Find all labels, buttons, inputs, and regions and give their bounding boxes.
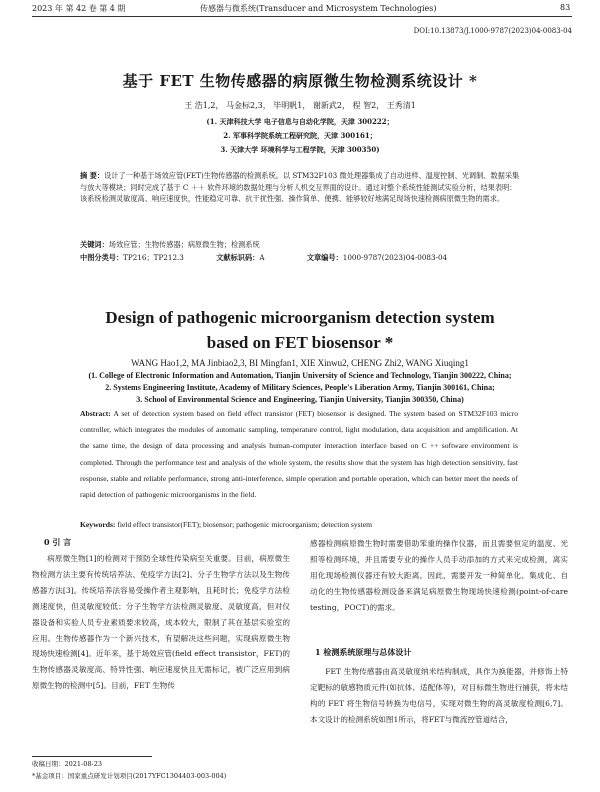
cn-article-no: 1000-9787(2023)04-0083-04 bbox=[342, 253, 448, 262]
cn-doc-code: A bbox=[259, 253, 265, 262]
doi: DOI:10.13873/J.1000-9787(2023)04-0083-04 bbox=[413, 27, 572, 35]
cn-classification bbox=[80, 252, 540, 264]
cn-abstract-label: 摘 要： bbox=[80, 171, 105, 180]
cn-article-no-label: 文章编号： bbox=[306, 253, 343, 262]
cn-keywords bbox=[80, 239, 520, 251]
en-abstract-text: A set of detection system based on field effect transistor (FET) biosensor is designed. The system based on STM32F103 micro controller, which integrates the modules of automatic sampling, temperature control, light modulation, data acquisition and amplification. At the same time, the design of data processing and analysis human-computer interaction interface based on C ++ software environment is completed. Through the performance test and analysis of the whole system, the results show that the system has high detection sensitivity, fast response, stable and reliable performance, strong anti-interference, simple operation and portable operation, which can better meet the needs of rapid detection of pathogenic microorganisms in the field. bbox=[80, 409, 519, 500]
en-title-line-1: Design of pathogenic microorganism detection system bbox=[105, 308, 495, 327]
section-1-paragraph: FET 生物传感器由高灵敏度纳米结构制成，具作为换能器，并修饰上特定靶标的敏感物质元件(如抗体、适配体等)，对目标微生物进行捕获，将未结构的 FET 将生物信号转换为电信号，实现对微生物的高灵敏度检测[6,7]。本文设计的检测系统如图1所示，将FET与微流控管道结合， bbox=[310, 667, 568, 724]
header-rule bbox=[32, 16, 572, 17]
section-0-heading: 0 引 言 bbox=[44, 537, 72, 547]
en-keywords-text: field effect transistor(FET); biosensor; pathogenic microorganism; detection system bbox=[117, 520, 373, 529]
en-affiliation-1: (1. College of Electronic Information and Automation, Tianjin University of Science and Technology, Tianjin 300222, China; bbox=[88, 371, 512, 380]
section-1-heading: 1 检测系统原理与总体设计 bbox=[315, 647, 412, 657]
en-affiliation-3: 3. School of Environmental Science and Engineering, Tianjin University, Tianjin 300350, China) bbox=[136, 395, 464, 404]
header-page-number: 83 bbox=[560, 3, 571, 12]
cn-keywords-label: 关键词： bbox=[80, 240, 109, 249]
cn-keywords-text: 场效应管；生物传感器；病原微生物；检测系统 bbox=[108, 240, 260, 249]
footnote-received: 收稿日期：2021-08-23 bbox=[32, 760, 102, 768]
footnote-fund: *基金项目：国家重点研发计划项目(2017YFC1304403-003-004) bbox=[32, 772, 227, 780]
cn-affiliation-2: 2. 军事科学院系统工程研究院，天津 300161； bbox=[223, 131, 377, 140]
cn-abstract-text: 设计了一种基于场效应管(FET)生物传感器的检测系统。以 STM32F103 微处理器集成了自动进样、温度控制、光调制、数据采集与放大等模块；同时完成了基于 C ＋＋ 软件环境的数据处理与分析人机交互界面的设计。通过对整个系统性能测试实验分析，结果表明：该系统检测灵敏度高、响应速度快，性能稳定可靠、抗干扰性强、操作简单、便携、能够较好地满足现场快速检测病原微生物的需求。 bbox=[80, 171, 520, 203]
cn-clc-label: 中图分类号： bbox=[80, 253, 124, 262]
header-journal: 传感器与微系统(Transducer and Microsystem Technologies) bbox=[200, 4, 437, 13]
en-title-line-2: based on FET biosensor * bbox=[206, 333, 394, 352]
en-abstract-label: Abstract: bbox=[80, 409, 111, 418]
cn-clc: TP216；TP212.3 bbox=[123, 253, 184, 262]
en-affiliation-2: 2. Systems Engineering Institute, Academy of Military Sciences, People's Liberation Army, Tianjin 300161, China; bbox=[105, 383, 495, 392]
cn-affiliation-1: (1. 天津科技大学 电子信息与自动化学院，天津 300222； bbox=[206, 117, 394, 126]
cn-affiliation-3: 3. 天津大学 环境科学与工程学院，天津 300350) bbox=[220, 145, 380, 154]
en-authors: WANG Hao1,2, MA Jinbiao2,3, BI Mingfan1, XIE Xinwu2, CHENG Zhi2, WANG Xiuqing1 bbox=[131, 358, 469, 368]
cn-title: 基于 FET 生物传感器的病原微生物检测系统设计 * bbox=[122, 72, 478, 90]
en-keywords-label: Keywords: bbox=[80, 520, 116, 529]
cn-doc-code-label: 文献标识码： bbox=[216, 253, 260, 262]
intro-paragraph-left: 病原微生物[1]的检测对于预防全球性传染病至关重要。目前，病原微生物检测方法主要有传统培养法、免疫学方法[2]、分子生物学方法以及生物传感器方法[3]。传统培养法容易受操作者主观影响，且耗时长；免疫学方法检测速度快，但灵敏度较低；分子生物学方法检测灵敏度、灵敏度高，但对仪器设备和实验人员专业素质要求较高，成本较大，限制了其在基层实验室的应用。生物传感器作为一个新兴技术，有望解决这些问题，实现病原微生物现场快速检测[4]。近年来，基于场效应管(field effect transistor，FET)的生物传感器灵敏度高、特异性强、响应速度快且无需标记，被广泛应用到病原微生物的检测中[5]。目前，FET 生物传 bbox=[32, 554, 290, 691]
footnote-rule bbox=[32, 756, 152, 757]
intro-paragraph-right: 感器检测病原微生物时需要借助笨重的操作仪器，而且需要恒定的温度、光照等检测环境，并且需要专业的操作人员手动添加的方式来完成检测，离实用化现场检测仪器还有较大距离。因此，需要开发一种简单化、集成化、自动化的生物传感器检测设备来满足病原微生物现场快速检测(point-of-care testing，POCT)的需求。 bbox=[310, 539, 568, 612]
en-keywords bbox=[80, 520, 520, 529]
en-abstract bbox=[80, 406, 518, 503]
cn-abstract bbox=[80, 170, 520, 205]
cn-authors: 王 浩1,2， 马金标2,3， 毕明帆1， 谢新武2， 程 智2， 王秀清1 bbox=[184, 101, 416, 110]
header-issue: 2023 年 第 42 卷 第 4 期 bbox=[32, 4, 126, 13]
